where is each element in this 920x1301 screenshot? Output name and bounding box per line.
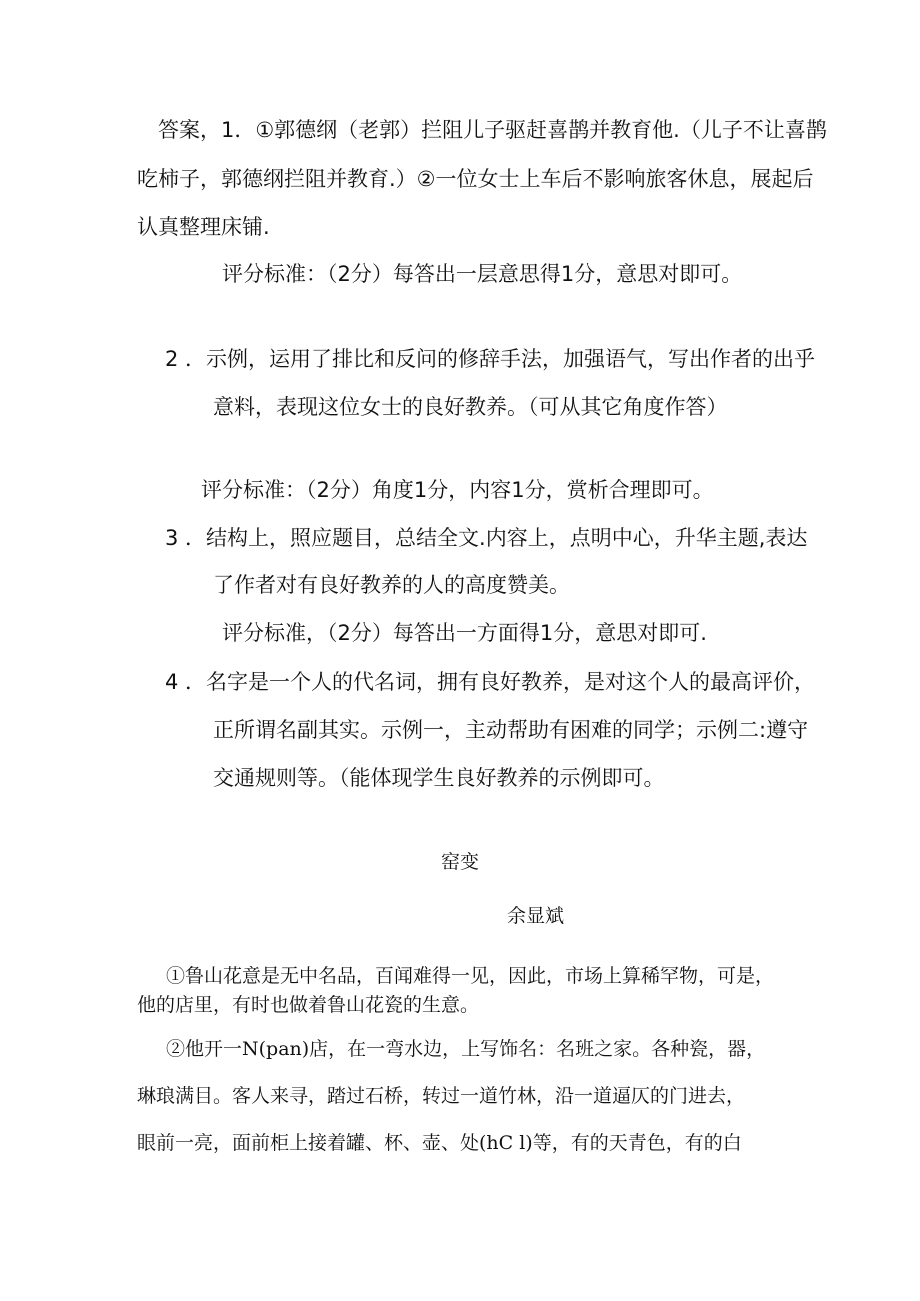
q4-line-3: 交通规则等。（能体现学生良好教养的示例即可。 xyxy=(213,766,665,790)
q3-line-2: 了作者对有良好教养的人的高度赞美。 xyxy=(213,573,570,597)
para2-line-2: 琳琅满目。客人来寻，踏过石桥，转过一道竹林，沿一道逼仄的门进去， xyxy=(137,1085,746,1107)
q3-scoring: 评分标准，（2分）每答出一方面得1分，意思对即可. xyxy=(222,621,707,645)
story-author: 余显斌 xyxy=(507,905,565,927)
q2-line-2: 意料，表现这位女士的良好教养。（可从其它角度作答） xyxy=(213,395,728,419)
q3-line-1: 3 ．结构上，照应题目，总结全文.内容上，点明中心，升华主题,表达 xyxy=(165,526,808,550)
para2-line-1: ②他开一N(pan)店，在一弯水边，上写饰名：名班之家。各种瓷，器， xyxy=(166,1038,766,1060)
para2-line-3: 眼前一亮，面前柜上接着罐、杯、壶、处(hC l)等，有的天青色，有的白 xyxy=(137,1132,742,1154)
q2-line-1: 2 ．示例，运用了排比和反问的修辞手法，加强语气，写出作者的出乎 xyxy=(165,347,816,371)
q4-line-2: 正所谓名副其实。示例一，主动帮助有困难的同学；示例二:遵守 xyxy=(213,718,809,742)
para1-line-2: 他的店里，有时也做着鲁山花瓷的生意。 xyxy=(137,994,480,1016)
q2-scoring: 评分标准：（2分）角度1分，内容1分，赏析合理即可。 xyxy=(201,478,714,502)
q4-line-1: 4 ．名字是一个人的代名词，拥有良好教养，是对这个人的最高评价， xyxy=(165,670,816,694)
q1-line-2: 吃柿子，郭德纲拦阻并教育.）②一位女士上车后不影响旅客休息，展起后 xyxy=(137,167,814,191)
q1-scoring: 评分标准：（2分）每答出一层意思得1分，意思对即可。 xyxy=(222,262,743,286)
story-title: 窑变 xyxy=(441,851,480,873)
q1-line-3: 认真整理床铺. xyxy=(137,215,270,239)
para1-line-1: ①鲁山花意是无中名品，百闻难得一见，因此，市场上算稀罕物，可是， xyxy=(166,965,775,987)
q1-line-1: 答案，1．①郭德纲（老郭）拦阻儿子驱赶喜鹊并教育他.（儿子不让喜鹊 xyxy=(158,118,827,142)
